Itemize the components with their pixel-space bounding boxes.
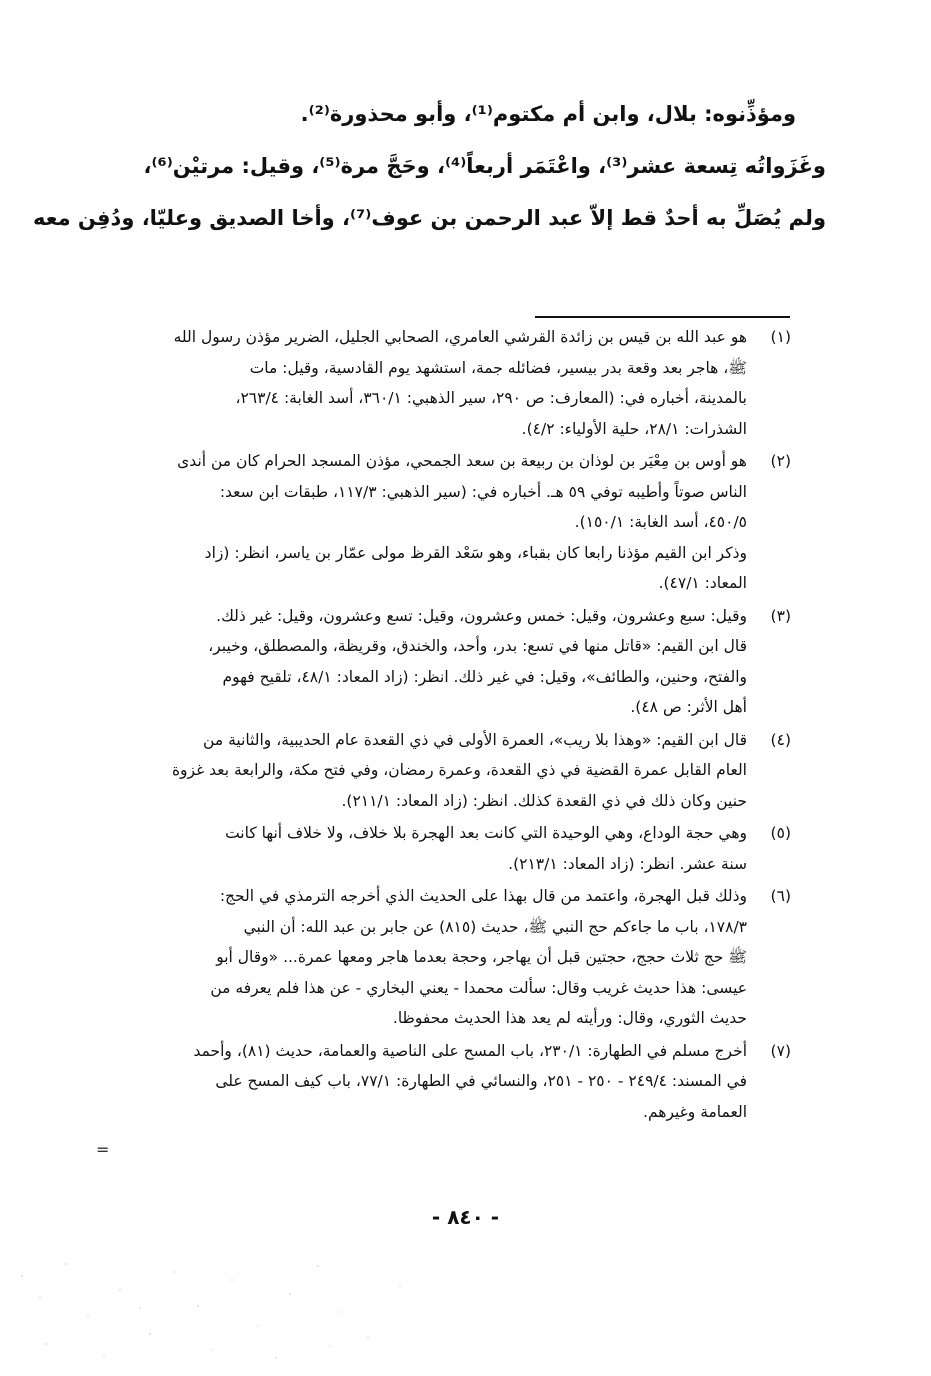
scan-noise-specks: [0, 1246, 931, 1376]
footnote: [136, 881, 791, 1034]
footnote: [136, 725, 791, 817]
footnote-line: وذلك قبل الهجرة، واعتمد من قال بهذا على الحديث الذي أخرجه الترمذي في الحج:: [219, 887, 747, 905]
footnote-line: وهي حجة الوداع، وهي الوحيدة التي كانت بعد الهجرة بلا خلاف، ولا خلاف أنها كانت: [225, 824, 747, 842]
footnote-line: حنين وكان ذلك في ذي القعدة كذلك. انظر: (زاد المعاد: ٢١١/١).: [341, 791, 747, 810]
footnote-number: (٧): [770, 1041, 791, 1060]
footnote-line: قال ابن القيم: «وهذا بلا ريب»، العمرة الأولى في ذي القعدة عام الحديبية، والثانية من: [203, 730, 747, 749]
footnote-line: المعاد: ٤٧/١).: [658, 574, 747, 592]
footnote-number: (١): [770, 328, 791, 346]
footnote-number: (٤): [770, 730, 791, 749]
footnote-number: (٦): [770, 887, 791, 905]
footnote-line: هو أوس بن مِعْيَر بن لوذان بن ربيعة بن سعد الجمحي، مؤذن المسجد الحرام كان من أندى: [177, 452, 747, 470]
footnote-number: (٢): [770, 452, 791, 470]
footnote-line: وقيل: سبع وعشرون، وقيل: خمس وعشرون، وقيل: تسع وعشرون، وقيل: غير ذلك.: [216, 606, 747, 625]
footnote-separator: [535, 316, 790, 318]
footnotes: [136, 322, 791, 1129]
footnote-line: ٤٥٠/٥، أسد الغابة: ١٥٠/١).: [574, 513, 747, 531]
footnote-line: بالمدينة، أخباره في: (المعارف: ص ٢٩٠، سير الذهبي: ٣٦٠/١، أسد الغابة: ٢٦٣/٤،: [235, 389, 747, 407]
footnote-line: العام القابل عمرة القضية في ذي القعدة، وعمرة رمضان، وفي فتح مكة، والرابعة بعد غزوة: [171, 761, 747, 779]
margin-mark: =: [96, 1140, 110, 1159]
footnote: [136, 601, 791, 723]
page-number: - ٨٤٠ -: [431, 1205, 500, 1229]
footnote-line: الناس صوتاً وأطيبه توفي ٥٩ هـ. أخباره في: (سير الذهبي: ١١٧/٣، طبقات ابن سعد:: [219, 482, 747, 501]
footnote-number: (٥): [770, 824, 791, 842]
footnote-line: أخرج مسلم في الطهارة: ٢٣٠/١، باب المسح على الناصية والعمامة، حديث (٨١)، وأحمد: [193, 1041, 747, 1060]
main-text-line: ومؤذِّنوه: بلال، وابن أم مكتوم⁽¹⁾، وأبو محذورة⁽²⁾.: [300, 102, 796, 126]
footnote-line: أهل الأثر: ص ٤٨).: [630, 698, 747, 716]
main-text-line: وغَزَواتُه تِسعة عشر⁽³⁾، واعْتَمَر أربعاً⁽⁴⁾، وحَجَّ مرة⁽⁵⁾، وقيل: مرتيْن⁽⁶⁾،: [143, 154, 826, 178]
main-text-block: [33, 88, 826, 244]
footnote: [136, 1036, 791, 1128]
footnote-line: في المسند: ٢٤٩/٤ - ٢٥٠ - ٢٥١، والنسائي في الطهارة: ٧٧/١، باب كيف المسح على: [215, 1072, 747, 1090]
footnote-number: (٣): [770, 606, 791, 625]
footnote-line: عيسى: هذا حديث غريب وقال: سألت محمدا - يعني البخاري - عن هذا فلم يعرفه من: [210, 978, 747, 997]
footnote-line: الشذرات: ٢٨/١، حلية الأولياء: ٤/٢).: [521, 419, 747, 438]
footnote-line: ﷺ، هاجر بعد وقعة بدر بيسير، فضائله جمة، استشهد يوم القادسية، وقيل: مات: [249, 358, 747, 377]
footnote-line: ﷺ حج ثلاث حجج، حجتين قبل أن يهاجر، وحجة بعدما هاجر ومعها عمرة... «وقال أبو: [216, 948, 747, 966]
footnote-line: حديث الثوري، وقال: ورأيته لم يعد هذا الحديث محفوظا.: [392, 1009, 747, 1027]
footnote: [136, 322, 791, 444]
footnote-line: هو عبد الله بن قيس بن زائدة القرشي العامري، الصحابي الجليل، الضرير مؤذن رسول الله: [173, 328, 747, 346]
footnote: [136, 446, 791, 599]
footnote-line: وذكر ابن القيم مؤذنا رابعا كان بقباء، وهو سَعْد القرظ مولى عمّار بن ياسر، انظر: (زاد: [204, 543, 747, 562]
footnote-line: سنة عشر. انظر: (زاد المعاد: ٢١٣/١).: [508, 854, 747, 873]
footnote: [136, 818, 791, 879]
footnote-line: قال ابن القيم: «قاتل منها في تسع: بدر، وأحد، والخندق، وقريظة، والمصطلق، وخيبر،: [208, 637, 747, 655]
main-text-line: ولم يُصَلِّ به أحدٌ قط إلاّ عبد الرحمن بن عوف⁽⁷⁾، وأخا الصديق وعليّا، ودُفِن معه: [33, 206, 826, 230]
footnote-line: والفتح، وحنين، والطائف»، وقيل: في غير ذلك. انظر: (زاد المعاد: ٤٨/١، تلقيح فهوم: [222, 667, 747, 686]
footnote-line: ١٧٨/٣، باب ما جاءكم حج النبي ﷺ، حديث (٨١٥) عن جابر بن عبد الله: أن النبي: [243, 917, 747, 936]
footnote-line: العمامة وغيرهم.: [643, 1102, 747, 1121]
